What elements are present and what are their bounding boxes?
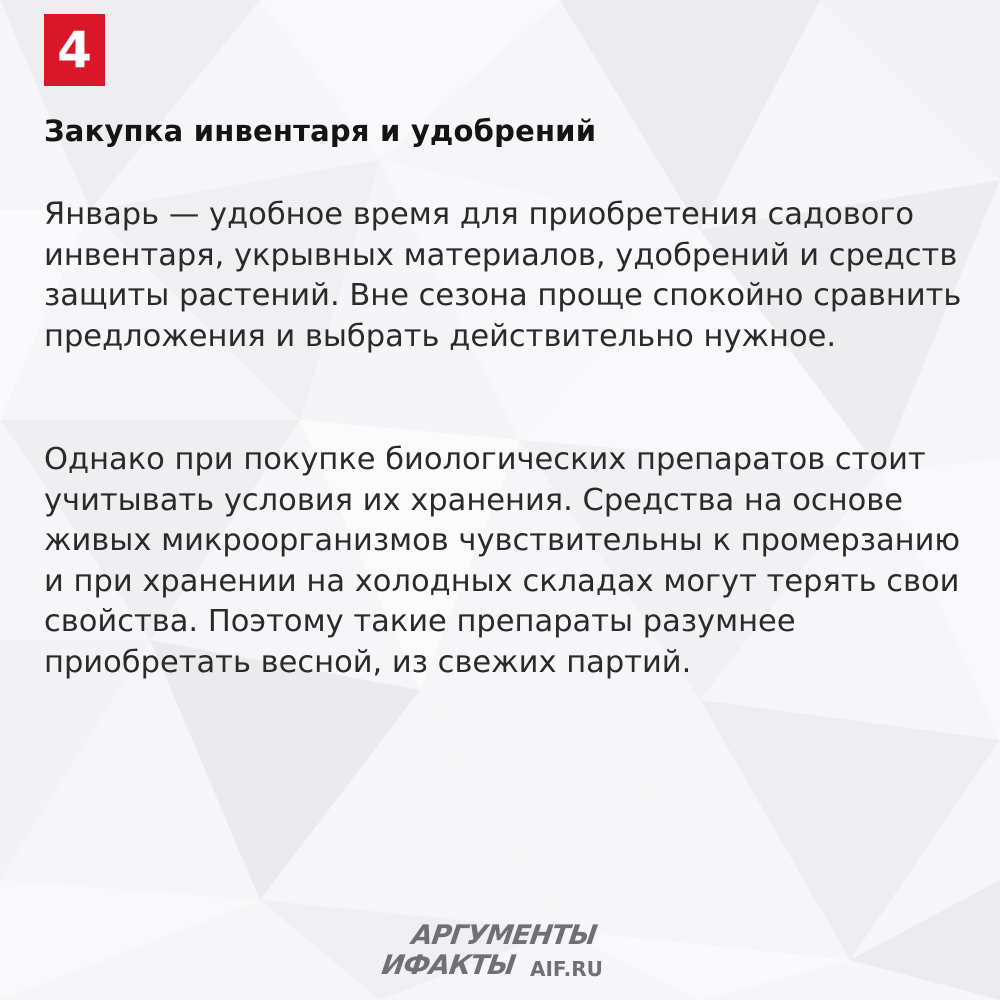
slide-title: Закупка инвентаря и удобрений [44,114,597,148]
paragraph-1: Январь — удобное время для приобретения садового инвентаря, укрывных материалов, удобрений и средств защиты растений. Вне сезона проще спокойно сравнить предложения и выбрать действительно нужное. [44,197,962,354]
logo-site: AIF.RU [530,957,603,981]
slide-number-badge: 4 [44,14,105,86]
paragraph-2: Однако при покупке биологических препаратов стоит учитывать условия их хранения. Средства на основе живых микроорганизмов чувствительны к промерзанию и при хранении на холодных складах могут терять свои свойства. Поэтому такие препараты разумнее приобретать весной, из свежих партий. [44,442,961,680]
logo-line-2: ИФАКТЫ [379,950,517,981]
aif-logo[interactable] [379,920,642,982]
logo-line-1: АРГУМЕНТЫ [409,920,599,951]
